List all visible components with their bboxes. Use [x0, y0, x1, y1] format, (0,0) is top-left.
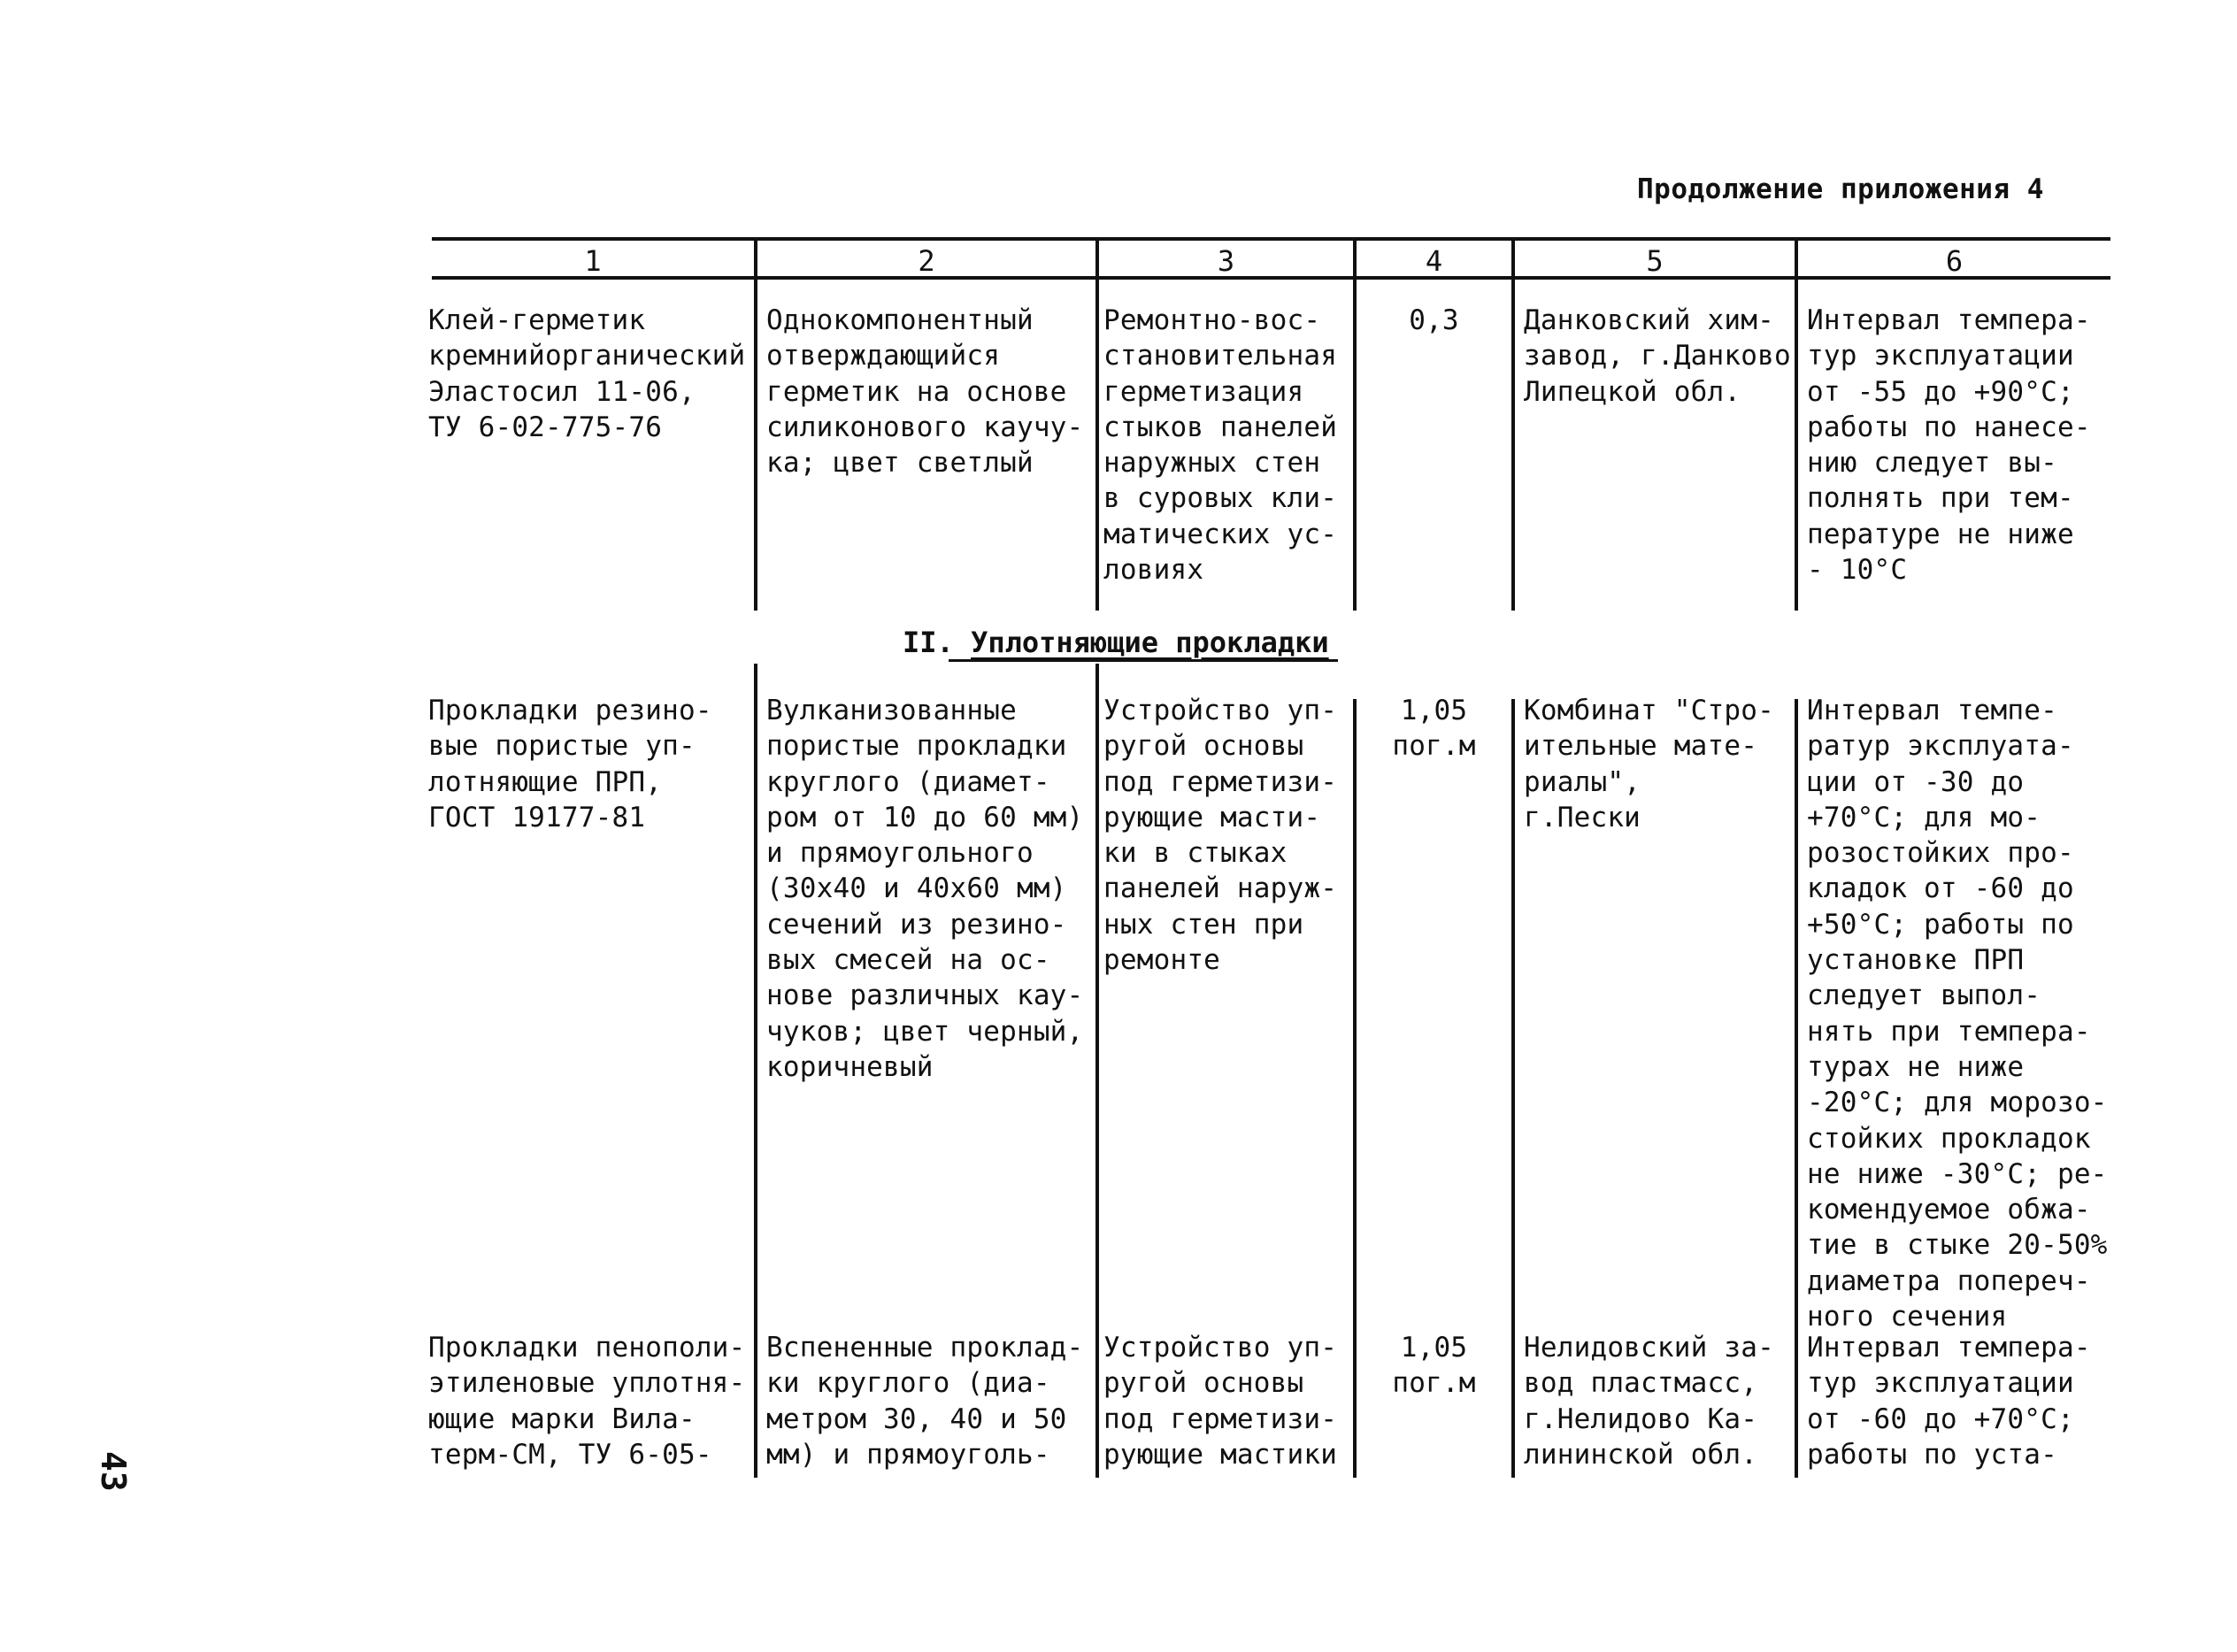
column-heading-1: 1 — [584, 244, 602, 278]
row3-purpose: Устройство уп- ругой основы под герметизи- рующие мастики — [1103, 1332, 1338, 1471]
column-line-2 — [1095, 664, 1099, 1478]
section-heading: Уплотняющие прокладки — [971, 626, 1329, 659]
row1-description: Однокомпонентный отверждающийся герметик на основе силиконового каучу- ка; цвет светлый — [766, 304, 1084, 480]
column-line-4 — [1511, 699, 1515, 1478]
row1-notes: Интервал темпера- тур эксплуатации от -55 до +90°С; работы по нанесе- нию следует вы- полнять при тем- пературе не ниже - 10°С — [1807, 304, 2091, 587]
table-top-rule — [432, 237, 2110, 241]
section-numeral: II. — [903, 626, 954, 659]
column-heading-4: 4 — [1425, 244, 1443, 278]
column-line-2 — [1095, 239, 1099, 611]
column-heading-6: 6 — [1945, 244, 1964, 278]
column-line-3 — [1353, 239, 1357, 611]
row2-name: Прокладки резино- вые пористые уп- лотняющие ПРП, ГОСТ 19177-81 — [428, 695, 712, 834]
row1-name: Клей-герметик кремнийорганический Эластосил 11-06, ТУ 6-02-775-76 — [428, 304, 746, 443]
column-heading-3: 3 — [1217, 244, 1235, 278]
column-line-5 — [1795, 239, 1798, 611]
row1-purpose: Ремонтно-вос- становительная герметизация стыков панелей наружных стен в суровых кли- матических ус- ловиях — [1103, 304, 1338, 587]
page-number: 43 — [94, 1451, 133, 1492]
row2-notes: Интервал темпе- ратур эксплуата- ции от -30 до +70°С; для мо- розостойких про- кладок от -60 до +50°С; работы по установке ПРП следует выпол- нять при темпера- турах не ниже -20°С; для морозо- стойких прокладок не ниже -30°С; ре- комендуемое обжа- тие в стыке 20-50% диаметра попереч- ного сечения — [1807, 695, 2108, 1333]
column-line-1 — [754, 664, 757, 1478]
column-line-5 — [1795, 699, 1798, 1478]
column-heading-5: 5 — [1646, 244, 1664, 278]
row2-consumption: 1,05 пог.м — [1392, 695, 1476, 763]
row1-consumption: 0,3 — [1409, 304, 1459, 336]
column-heading-2: 2 — [918, 244, 935, 278]
row1-manufacturer: Данковский хим- завод, г.Данково Липецкой обл. — [1524, 304, 1791, 408]
row2-description: Вулканизованные пористые прокладки круглого (диамет- ром от 10 до 60 мм) и прямоугольного (30х40 и 40х60 мм) сечений из резино- вых смесей на ос- нове различных кау- чуков; цвет черный, коричневый — [766, 695, 1084, 1083]
row2-manufacturer: Комбинат "Стро- ительные мате- риалы", г.Пески — [1524, 695, 1774, 834]
column-line-4 — [1511, 239, 1515, 611]
row2-purpose: Устройство уп- ругой основы под герметизи- рующие масти- ки в стыках панелей наруж- ных стен при ремонте — [1103, 695, 1338, 977]
section-title — [903, 626, 1329, 659]
row3-description: Вспененные проклад- ки круглого (диа- метром 30, 40 и 50 мм) и прямоуголь- — [766, 1332, 1084, 1471]
row3-name: Прокладки пенополи- этиленовые уплотня- ющие марки Вила- терм-СМ, ТУ 6-05- — [428, 1332, 746, 1471]
section-underline — [949, 659, 1338, 662]
row3-consumption: 1,05 пог.м — [1392, 1332, 1476, 1400]
row3-manufacturer: Нелидовский за- вод пластмасс, г.Нелидово Ка- лининской обл. — [1524, 1332, 1774, 1471]
row3-notes: Интервал темпера- тур эксплуатации от -60 до +70°С; работы по уста- — [1807, 1332, 2091, 1471]
page-header: Продолжение приложения 4 — [1637, 173, 2044, 205]
column-line-1 — [754, 239, 757, 611]
